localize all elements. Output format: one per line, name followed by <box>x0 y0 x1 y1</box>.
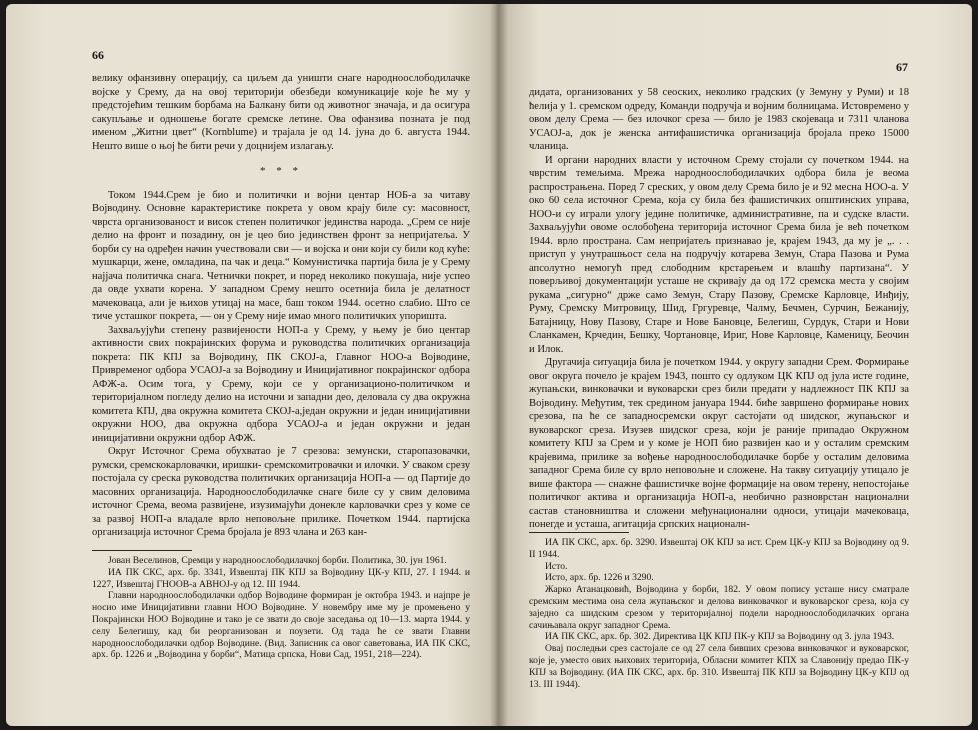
section-separator: * * * <box>260 165 302 177</box>
paragraph: Другачија ситуација била је почетком 1944. у округу западни Срем. Формирање овог округа почело је крајем 1943, пошто су одлуком ЦК КПЈ од јула исте године, жупањски, винковачки и вуковарски срез били предати у надлежност ПК КПЈ за Војводину. Међутим, тек средином јануара 1944. биће завршено формирање нових срезова, па ће се западносремски округ састојати од шидског, жупањског и вуковарског среза. Изузев шидског среза, који је раније припадао Окружном комитету КПЈ за Срем и у коме је НОП био развијен као и у осталим сремским крајевима, прилике за вођење народноослободилачке борбе у осталим деловима западног Срема биле су врло неповољне и сложене. На такву ситуацију утицало је више фактора — снажне фашистичке војне формације на овом терену, непостојање политичког актива и организација НОП-а, необично разноврстан национални састав становништва и сложени међунационални односи, утицаји мачековаца, понегде и усташа, агитација српских националн- <box>529 357 909 530</box>
footnote-rule <box>529 532 629 533</box>
right-page <box>496 4 972 726</box>
footnote-rule <box>92 550 192 551</box>
footnote: Јован Веселинов, Сремци у народноослободилачкој борби. Политика, 30. јун 1961. <box>108 555 447 566</box>
page-number-right: 67 <box>896 60 908 74</box>
footnote: Главни народноослободилачки одбор Војводине формиран је октобра 1943. и најпре је носио име Иницијативни главни НОО Војводине. У новембру име му је промењено у Покрајински НОО Војводине и тако је се звати до своје заседања од 10—13. марта 1944. у селу Белегишу, кад би реорганизован и поузети. Од тада ће се звати Главни народноослободилачки одбор Војводине. (Вид. Записник са овог саветовања, ИА ПК СКС, арх. бр. 1226 и „Војводина у борби“, Матица српска, Нови Сад, 1951, 218—224). <box>92 590 470 661</box>
left-footnotes <box>92 542 470 661</box>
right-body-text <box>529 86 909 532</box>
paragraph: И органи народних власти у источном Срему стојали су почетком 1944. на чврстим темељима. Мрежа народноослободилачких одбора била је веома распрострањена. Поред 7 среских, у овом делу Срема било је и 92 месна НОО-а. У око 60 села источног Срема, која су била без фашистичких општинских управа, НОО-и су играли улогу једине политичке, административне, па и судске власти. Захваљујући овоме ослобођена територија источног Срема била је већ почетком 1944. врло пространа. Сам непријатељ признавао је, крајем 1943, да му је „. . . приступ у унутрашњост села на подручју котарева Земун, Стара Пазова и Рума апсолутно немогућ пред слободним крстарењем и влашћу партизана“. У поверљивој документацији усташе не скривају да од 172 сремска места у својим рукама „сигурно“ држе само Земун, Стару Пазову, Сремске Карловце, Инђију, Руму, Сремску Митровицу, Шид, Гргуревце, Чалму, Бечмен, Сурчин, Бежанију, Батајницу, Нову Пазову, Старе и Нове Бановце, Белегиш, Сурдук, Стари и Нови Сланкамен, Крчедин, Бешку, Чортановце, Ириг, Нове Карловце, Каменицу, Беочин и Илок. <box>529 154 909 355</box>
paragraph: Округ Источног Срема обухватао је 7 срезова: земунски, старопазовачки, румски, сремскокарловачки, иришки- сремскомитровачки и илочки. У сваком срезу постојала су среска руководства политичких организација НОП-а — од Партије до масовних организација. Народноослободилачке снаге биле су у свим деловима источног Срема, веома развијене, изузимајући донекле карловачки срез у коме се за развој НОП-а владале врло неповољне прилике. Почетком 1944. партијска организација источног Срема бројала је 893 члана и 263 кан- <box>92 446 470 538</box>
footnote: ИА ПК СКС, арх. бр. 3290. Извештај ОК КПЈ за ист. Срем ЦК-у КПЈ за Војводину од 9. II 1944. <box>529 537 909 560</box>
left-body-text <box>92 72 470 540</box>
footnote: Исто, арх. бр. 1226 и 3290. <box>545 572 654 584</box>
footnote: ИА ПК СКС, арх. бр. 302. Директива ЦК КПЈ ПК-у КПЈ за Војводину од 3. јула 1943. <box>545 631 895 643</box>
paragraph: велику офанзивну операцију, са циљем да уништи снаге народноослободилачке војске у Срему, да на овој територији обезбеди комуникације које ће му у предстојећим тешким борбама на Балкану бити од животног значаја, и да осигура сакупљање и одношење богате сремске летине. Ова офанзива позната је под именом „Житни цвет“ (Kornblume) и трајала је од 14. јуна до 6. августа 1944. Нешто више о њој ће бити речи у доцнијем излагању. <box>92 73 470 152</box>
paragraph: Током 1944.Срем је био и политички и војни центар НОБ-а за читаву Војводину. Основне карактеристике покрета у овом крају биле су: масовност, чврста организованост и висок степен политичког јединства народа. „Срем се није делио на фронт и позадину, он је цео био јединствен фронт за непријатеља. У борби су на одређен начин учествовали сви — и војска и они који су били код куће: мушкарци, жене, омладина, па чак и деца.“ Комунистичка партија била је у Срему најјача политичка снага. Четнички покрет, и поред неколико покушаја, није успео да овде ухвати корена. У западном Срему нешто осетнија била је делатност мачековаца, али је њихов утицај на масе, баш током 1944. осетно слабио. Што се тиче усташког покрета, — он у Срему није имао много политичких упоришта. <box>92 189 471 322</box>
page-number-left: 66 <box>92 48 104 62</box>
paragraph: дидата, организованих у 58 сеоских, неколико градских (у Земуну у Руми) и 18 ћелија у 1. сремском одреду, Команди подручја и војним болницама. Истовремено у овом делу Срема — без илочког среза — било је 1983 скојеваца и 7311 чланова УСАОЈ-а, док је женска антифашистичка организација бројала преко 15000 чланица. <box>529 87 909 152</box>
footnote: Жарко Атанацковић, Војводина у борби, 182. У овом попису усташе нису сматрале сремским местима она села жупањског и делова винковачког и вуковарског среза, која су заједно са шидским срезом у територијалној подели народноослободилачких органа сачињавала округ западног Срема. <box>529 584 909 631</box>
right-footnotes <box>529 524 909 690</box>
left-page <box>6 4 496 726</box>
footnote: ИА ПК СКС, арх. бр. 3341, Извештај ПК КПЈ за Војводину ЦК-у КПЈ, 27. I 1944. и 1227, Извештај ГНООВ-а АВНОЈ-у од 12. III 1944. <box>92 566 470 590</box>
paragraph: Захваљујући степену развијености НОП-а у Срему, у њему је био центар активности свих покрајинских форума и руководства политичких организација покрета: ПК КПЈ за Војводину, ПК СКОЈ-а, Главног НОО-а Војводине, Привременог одбора УСАОЈ-а за Војводину и Иницијативног покрајинског одбора АФЖ-а. Осим тога, у Срему, који се у организационо-политичком и територијалном погледу делио на источни и западни део, деловала су два окружна комитета КПЈ, два окружна комитета СКОЈ-а,један окружни и један иницијативни окружни НОО, два окружна одбора УСАОЈ-а и један окружни и један иницијативни окружни одбор АФЖ. <box>92 324 470 444</box>
footnote: Исто. <box>545 560 568 572</box>
footnote: Овај последњи срез састојале се од 27 села бивших срезова винковачког и вуковарског, које је, уместо ових њихових територија, Обласни комитет КПХ за Славонију предао ПК-у КПЈ за Војводину. (ИА ПК СКС, арх. бр. 310. Извештај ПК КПЈ за Војводину ЦК-у КПЈ од 13. III 1944). <box>529 643 909 690</box>
book-spread <box>6 4 972 726</box>
